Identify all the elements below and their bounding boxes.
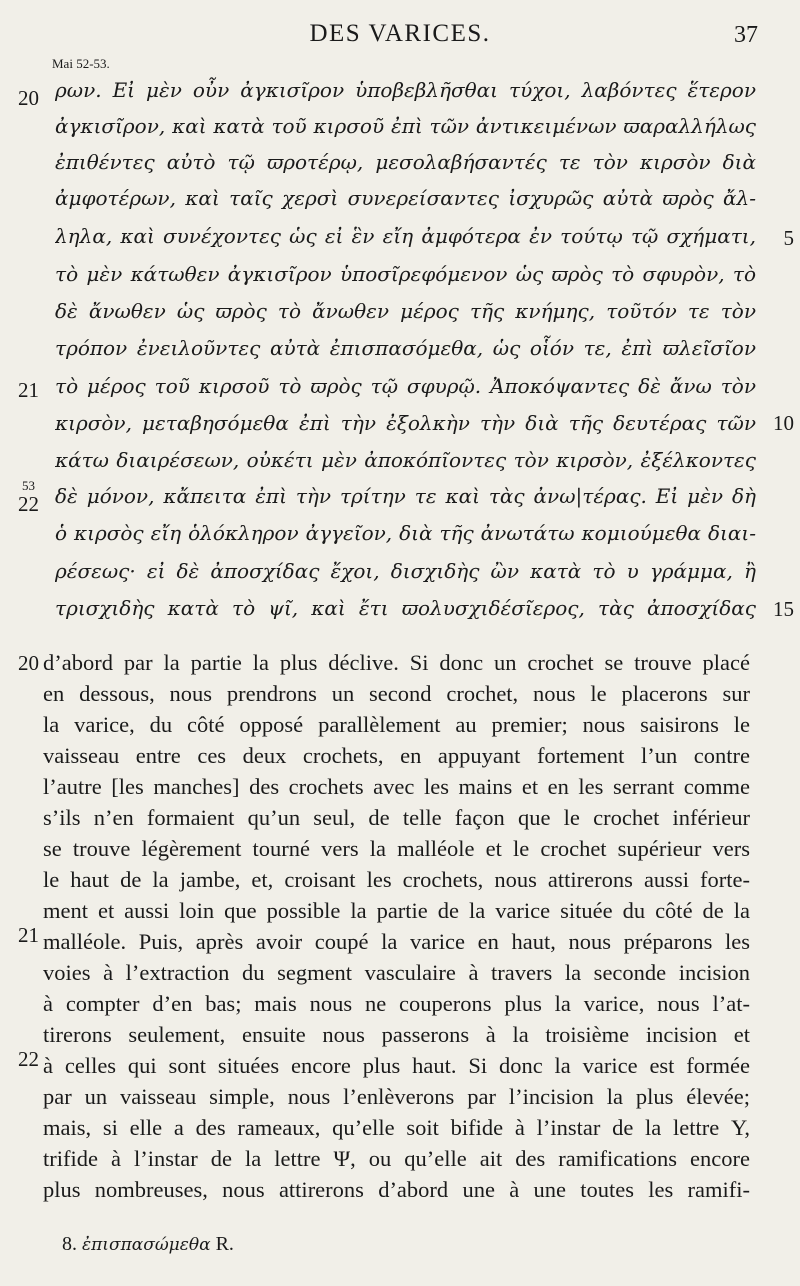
french-line: la varice, du côté opposé parallèlement au premier; nous saisirons le <box>43 712 750 737</box>
french-line: plus nombreuses, nous attirerons d’abord une à une toutes les ramifi- <box>43 1177 750 1202</box>
greek-line: ὁ κιρσὸς εἴη ὁλόκληρον ἀγγεῖον, διὰ τῆς ἀνωτάτω κομιούμεθα διαι- <box>55 521 756 545</box>
greek-line: ρων. Εἰ μὲν οὖν ἀγκισῖρον ὑποβεβλῆσθαι τύχοι, λαβόντες ἕτερον <box>55 78 756 102</box>
greek-line: δὲ ἄνωθεν ὡς ϖρὸς τὸ ἄνωθεν μέρος τῆς κνήμης, τοῦτόν τε τὸν <box>55 299 756 323</box>
margin-number: 22 <box>18 492 39 516</box>
french-line: d’abord par la partie la plus déclive. Si donc un crochet se trouve placé <box>43 650 750 675</box>
french-line: l’autre [les manches] des crochets avec les mains et en les serrant comme <box>43 774 750 799</box>
greek-line: ἀμφοτέρων, καὶ ταῖς χερσὶ συνερείσαντες ἰσχυρῶς αὐτὰ ϖρὸς ἄλ- <box>55 186 756 210</box>
greek-line: κάτω διαιρέσεων, οὐκέτι μὲν ἀποκόπῖοντες τὸν κιρσὸν, ἐξέλκοντες <box>55 448 756 472</box>
line-count: 10 <box>773 411 794 435</box>
french-line: vaisseau entre ces deux crochets, en appuyant fortement l’un contre <box>43 743 750 768</box>
french-line: malléole. Puis, après avoir coupé la varice en haut, nous préparons les <box>43 929 750 954</box>
margin-number: 21 <box>18 378 39 402</box>
margin-number: 21 <box>18 923 39 947</box>
french-line: à celles qui sont situées encore plus haut. Si donc la varice est formée <box>43 1053 750 1078</box>
greek-line: ἀγκισῖρον, καὶ κατὰ τοῦ κιρσοῦ ἐπὶ τῶν ἀντικειμένων ϖαραλλήλως <box>55 114 756 138</box>
page-number: 37 <box>734 22 758 48</box>
footnote <box>62 1233 234 1256</box>
mai-reference: Mai 52-53. <box>52 56 110 71</box>
greek-line: κιρσὸν, μεταβησόμεθα ἐπὶ τὴν ἐξολκὴν τὴν διὰ τῆς δευτέρας τῶν <box>55 411 756 435</box>
margin-number: 22 <box>18 1047 39 1071</box>
french-line: mais, si elle a des rameaux, qu’elle soit bifide à l’instar de la lettre Υ, <box>43 1115 750 1140</box>
margin-number: 20 <box>18 86 39 110</box>
margin-number: 20 <box>18 651 39 675</box>
greek-line: ληλα, καὶ συνέχοντες ὡς εἰ ἓν εἴη ἀμφότερα ἐν τούτῳ τῷ σχήματι, <box>55 224 756 248</box>
margin-number-small: 53 <box>22 478 35 493</box>
french-line: tirerons seulement, ensuite nous passerons à la troisième incision et <box>43 1022 750 1047</box>
greek-line: ρέσεως· εἰ δὲ ἀποσχίδας ἔχοι, δισχιδὴς ὢν κατὰ τὸ υ γράμμα, ἢ <box>55 559 756 583</box>
page-header <box>0 18 800 52</box>
french-line: en dessous, nous prendrons un second crochet, nous le placerons sur <box>43 681 750 706</box>
french-line: s’ils n’en formaient qu’un seul, de telle façon que le crochet inférieur <box>43 805 750 830</box>
french-line: se trouve légèrement tourné vers la malléole et le crochet supérieur vers <box>43 836 750 861</box>
greek-line: ἐπιθέντες αὐτὸ τῷ ϖροτέρῳ, μεσολαβήσαντές τε τὸν κιρσὸν διὰ <box>55 150 756 174</box>
french-line: trifide à l’instar de la lettre Ψ, ou qu’elle ait des ramifications encore <box>43 1146 750 1171</box>
greek-line: τρισχιδὴς κατὰ τὸ ψῖ, καὶ ἔτι ϖολυσχιδέσῖερος, τὰς ἀποσχίδας <box>55 596 756 620</box>
footnote-greek-word: ἐπισπασώμεθα <box>82 1235 211 1255</box>
footnote-siglum: R. <box>215 1233 234 1255</box>
line-count: 5 <box>783 226 794 250</box>
greek-line: τρόπον ἐνειλοῦντες αὐτὰ ἐπισπασόμεθα, ὡς οἷόν τε, ἐπὶ ϖλεῖσῖον <box>55 336 756 360</box>
line-count: 15 <box>773 597 794 621</box>
running-title: DES VARICES. <box>309 20 491 47</box>
french-line: ment et aussi loin que possible la partie de la varice située du côté de la <box>43 898 750 923</box>
footnote-number: 8. <box>62 1233 77 1255</box>
greek-line: δὲ μόνον, κἄπειτα ἐπὶ τὴν τρίτην τε καὶ τὰς ἀνω|τέρας. Εἰ μὲν δὴ <box>55 484 756 508</box>
french-line: à compter d’en bas; mais nous ne couperons plus la varice, nous l’at- <box>43 991 750 1016</box>
french-line: le haut de la jambe, et, croisant les crochets, nous attirerons aussi forte- <box>43 867 750 892</box>
greek-line: τὸ μέρος τοῦ κιρσοῦ τὸ ϖρὸς τῷ σφυρῷ. Ἀποκόψαντες δὲ ἄνω τὸν <box>55 374 756 398</box>
greek-line: τὸ μὲν κάτωθεν ἀγκισῖρον ὑποσῖρεφόμενον ὡς ϖρὸς τὸ σφυρὸν, τὸ <box>55 262 756 286</box>
french-line: par un vaisseau simple, nous l’enlèverons par l’incision la plus élevée; <box>43 1084 750 1109</box>
french-line: voies à l’extraction du segment vasculaire à travers la seconde incision <box>43 960 750 985</box>
